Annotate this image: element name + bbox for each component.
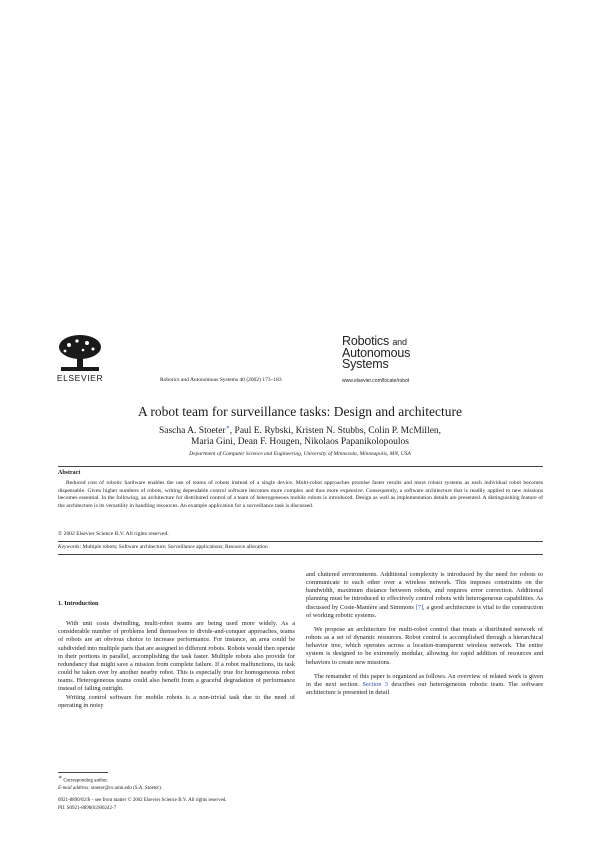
- abstract-top-rule: [58, 466, 543, 467]
- email-label: E-mail address:: [58, 785, 90, 791]
- intro-paragraph-3: [306, 571, 543, 620]
- footnote-text: Corresponding author.: [63, 778, 109, 784]
- footnote: [58, 775, 162, 792]
- section-3-link[interactable]: Section 3: [362, 680, 388, 688]
- section-heading-introduction: 1. Introduction: [58, 600, 99, 607]
- journal-title-line1: Robotics: [342, 334, 390, 348]
- journal-title-line3: Systems: [342, 357, 389, 371]
- email-address[interactable]: stoeter@cs.umn.edu (S.A. Stoeter).: [91, 785, 162, 791]
- publisher-name: ELSEVIER: [56, 373, 104, 383]
- affiliation: Department of Computer Science and Engineering, University of Minnesota, Minneapolis, MN, USA: [189, 451, 411, 457]
- citation-link-7[interactable]: [7]: [415, 603, 423, 611]
- keywords-top-rule: [58, 541, 543, 542]
- first-author: Sascha A. Stoeter: [158, 426, 226, 437]
- abstract-heading: Abstract: [58, 470, 81, 476]
- footer-issn-line: 0921-8890/02/$ – see front matter © 2002 Elsevier Science B.V. All rights reserved.: [58, 798, 227, 803]
- abstract-copyright: © 2002 Elsevier Science B.V. All rights reserved.: [58, 531, 169, 537]
- elsevier-tree-logo: [55, 333, 105, 373]
- footnote-rule: [58, 772, 108, 773]
- intro-paragraph-2: Writing control software for mobile robots is a non-trivial task due to the need of operating in noisy: [58, 693, 295, 709]
- keywords-bottom-rule: [58, 554, 543, 555]
- journal-title-and: and: [392, 337, 407, 347]
- authors-rest: , Paul E. Rybski, Kristen N. Stubbs, Colin P. McMillen,: [229, 426, 442, 437]
- footnote-mark: ∗: [58, 775, 63, 781]
- corresponding-author-mark[interactable]: ∗: [225, 425, 230, 431]
- journal-url-link[interactable]: www.elsevier.com/locate/robot: [342, 378, 410, 384]
- paper-title: A robot team for surveillance tasks: Design and architecture: [138, 404, 462, 419]
- intro-paragraph-4: We propose an architecture for multi-robot control that treats a distributed network of robots as a set of dynamic resources. Robot control is accomplished through a hierarchical behavior tree, which operates across a location-transparent wireless network. The entire system is designed to be extremely modular, allowing for rapid addition of resources and behaviors to create new missions.: [306, 625, 543, 666]
- journal-title-line2: Autonomous: [342, 346, 411, 360]
- intro-p3-text: and cluttered environments. Additional complexity is introduced by the need for robots to communicate to each other over a wireless network. This imposes constraints on the bandwidth, maximum distance between robots, and requires error correction. Additional planning must be introduced to effectively control robots with heterogeneous capabilities. As discussed by Coste-Manière and Simmons: [306, 571, 543, 611]
- page-footer: [58, 797, 227, 813]
- intro-p5-end: describes our heterogeneous robotic team. The software architecture is presented in detail: [306, 680, 544, 697]
- left-column: [58, 600, 295, 710]
- keywords-text: Multiple robots; Software architecture; Surveillance applications; Resource allocation: [82, 544, 268, 550]
- intro-paragraph-5: [306, 673, 543, 697]
- abstract-body: Reduced cost of robotic hardware enables the use of teams of robots instead of a single device. Multi-robot approaches promise faster results and more robust systems as each individual robot becomes dispensable. Given higher numbers of robots, writing dependable control software becomes more complex and thus more expensive. Consequently, a software architecture that is readily applied to new missions becomes essential. In the following, an architecture for distributed control of a team of heterogeneous mobile robots is introduced. Design as well as implementation details are presented. A distinguishing feature of the architecture is its versatility in handling resources. An example application for a surveillance task is discussed.: [58, 480, 543, 509]
- intro-p3-end: , a good architecture is vital to the construction of working robotic systems.: [306, 603, 543, 619]
- intro-paragraph-1: With unit costs dwindling, multi-robot teams are being used more widely. As a considerable number of problems lend themselves to divide-and-conquer approaches, teams of robots are an obvious choice to increase performance. For instance, an area could be subdivided into multiple parts that are assigned to different robots. Robots would then operate in their portions in parallel, accomplishing the task faster. Multiple robots also provide for redundancy that might save a mission from complete failure. If a robot malfunctions, its task could be taken over by another nearby robot. This is especially true for homogeneous robot teams. Heterogeneous teams could also benefit from a graceful degradation of performance instead of failing outright.: [58, 620, 295, 693]
- keywords: [58, 544, 268, 550]
- right-column: [306, 571, 543, 697]
- intro-p5-start: The remainder of this paper is organized as follows. An overview of related work is given in the next section.: [306, 672, 543, 688]
- footer-pii-line: PII: S0921-8890(02)00242-7: [58, 806, 117, 811]
- authors-line-1: [0, 424, 600, 436]
- keywords-label: Keywords:: [58, 544, 82, 550]
- journal-reference: Robotics and Autonomous Systems 40 (2002) 173–183: [160, 377, 282, 383]
- journal-title-logo: [342, 336, 422, 370]
- authors-line-2: Maria Gini, Dean F. Hougen, Nikolaos Papanikolopoulos: [191, 437, 409, 447]
